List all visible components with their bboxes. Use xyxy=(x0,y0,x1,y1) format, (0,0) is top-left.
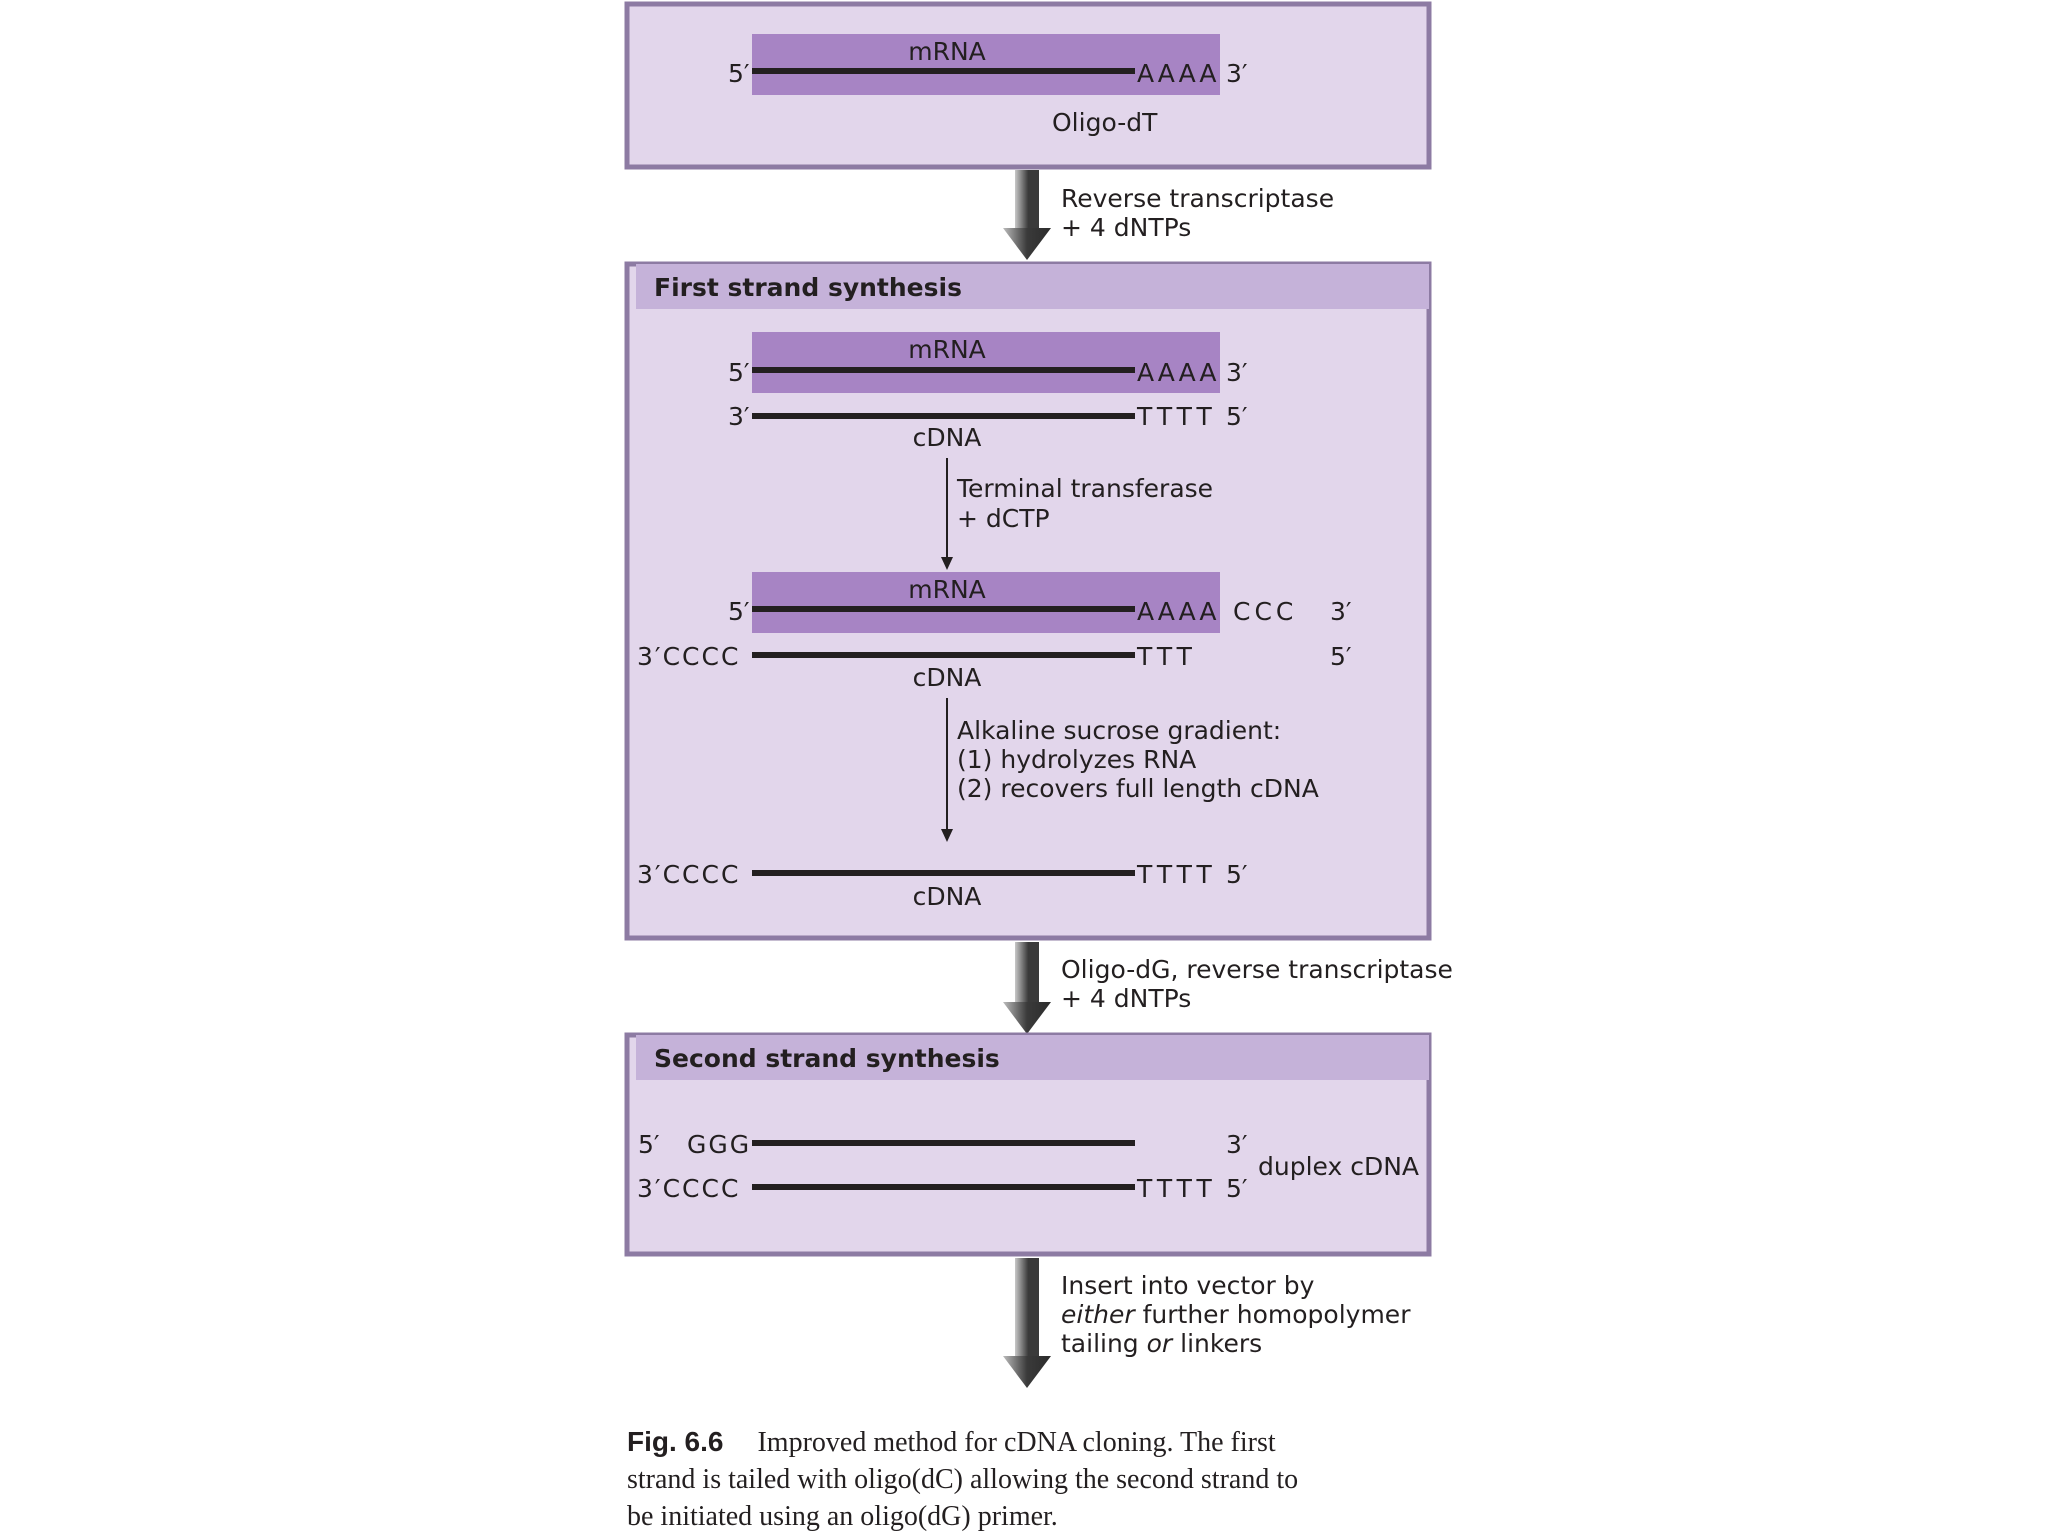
mrna-label-a: mRNA xyxy=(908,335,986,364)
step-3-line-3-b: linkers xyxy=(1172,1329,1263,1358)
ccc-tail: CCC xyxy=(1233,597,1298,626)
mrna-5-prime-b: 5′ xyxy=(728,597,750,626)
step-3-line-1: Insert into vector by xyxy=(1061,1271,1315,1300)
arrow-head xyxy=(1003,1356,1051,1388)
step-1-line-1: Reverse transcriptase xyxy=(1061,184,1335,213)
arrow-head xyxy=(1003,1002,1051,1034)
arrow-head xyxy=(1003,228,1051,260)
panel-second-strand-synthesis xyxy=(627,1035,1429,1254)
bottom-left-cccc: 3′CCCC xyxy=(637,1174,741,1203)
bottom-5-prime: 5′ xyxy=(1226,1174,1248,1203)
caption-line-3: be initiated using an oligo(dG) primer. xyxy=(627,1501,1058,1532)
mrna-5-prime-a: 5′ xyxy=(728,358,750,387)
poly-t-tail-a: TTTT xyxy=(1137,402,1217,431)
mrna-3-prime-b: 3′ xyxy=(1330,597,1352,626)
top-5-prime: 5′ xyxy=(638,1130,660,1159)
step-1-line-2: + 4 dNTPs xyxy=(1061,213,1192,242)
caption-line-1 xyxy=(627,1426,1276,1458)
step-3-line-2 xyxy=(1061,1300,1411,1329)
cdna-left-c: 3′CCCC xyxy=(637,860,741,889)
arrow-shaft xyxy=(1015,1258,1039,1358)
cdna-3-prime-a: 3′ xyxy=(728,402,750,431)
step-2-line-1: Oligo-dG, reverse transcriptase xyxy=(1061,955,1453,984)
poly-a-tail: AAAA xyxy=(1137,59,1220,88)
cdna-label-b: cDNA xyxy=(912,663,982,692)
caption-line-2: strand is tailed with oligo(dC) allowing the second strand to xyxy=(627,1464,1299,1495)
step-b-line-2: (1) hydrolyzes RNA xyxy=(957,745,1197,774)
cdna-label-c: cDNA xyxy=(912,882,982,911)
step-a-line-2: + dCTP xyxy=(957,504,1050,533)
duplex-cdna-label: duplex cDNA xyxy=(1258,1152,1420,1181)
caption-line-1-text: Improved method for cDNA cloning. The first xyxy=(757,1427,1276,1458)
poly-a-tail-a: AAAA xyxy=(1137,358,1220,387)
panel-oligo-dt-priming xyxy=(627,4,1429,167)
top-3-prime: 3′ xyxy=(1226,1130,1248,1159)
step-arrow-insert-into-vector xyxy=(1003,1258,1411,1388)
mrna-label: mRNA xyxy=(908,37,986,66)
step-b-line-3: (2) recovers full length cDNA xyxy=(957,774,1319,803)
panel-2-title: First strand synthesis xyxy=(654,273,962,302)
cdna-left-b: 3′CCCC xyxy=(637,642,741,671)
step-3-line-3 xyxy=(1061,1329,1262,1358)
oligo-dt-label: Oligo-dT xyxy=(1052,108,1158,137)
mrna-3-prime: 3′ xyxy=(1226,59,1248,88)
step-3-line-3-a: tailing xyxy=(1061,1329,1147,1358)
cdna-5-prime-b: 5′ xyxy=(1330,642,1352,671)
arrow-shaft xyxy=(1015,170,1039,228)
or-emphasis: or xyxy=(1146,1329,1173,1358)
step-arrow-reverse-transcriptase xyxy=(1003,170,1334,260)
figure-caption xyxy=(627,1426,1298,1532)
ggg-primer: GGG xyxy=(687,1130,752,1159)
panel-3-title: Second strand synthesis xyxy=(654,1044,1000,1073)
mrna-label-b: mRNA xyxy=(908,575,986,604)
cdna-5-prime-a: 5′ xyxy=(1226,402,1248,431)
arrow-shaft xyxy=(1015,942,1039,1002)
either-emphasis: either xyxy=(1061,1300,1135,1329)
step-a-line-1: Terminal transferase xyxy=(957,474,1214,503)
step-3-line-2-rest: further homopolymer xyxy=(1134,1300,1411,1329)
figure-label: Fig. 6.6 xyxy=(627,1426,724,1457)
bottom-poly-t: TTTT xyxy=(1137,1174,1217,1203)
step-2-line-2: + 4 dNTPs xyxy=(1061,984,1192,1013)
mrna-5-prime: 5′ xyxy=(728,59,750,88)
panel-first-strand-synthesis xyxy=(627,264,1429,938)
poly-t-tail-c: TTTT xyxy=(1137,860,1217,889)
mrna-3-prime-a: 3′ xyxy=(1226,358,1248,387)
poly-t-tail-b: TTT xyxy=(1137,642,1197,671)
cdna-5-prime-c: 5′ xyxy=(1226,860,1248,889)
step-arrow-oligo-dg xyxy=(1003,942,1453,1034)
poly-a-tail-b: AAAA xyxy=(1137,597,1220,626)
cdna-label-a: cDNA xyxy=(912,423,982,452)
step-b-line-1: Alkaline sucrose gradient: xyxy=(957,716,1282,745)
